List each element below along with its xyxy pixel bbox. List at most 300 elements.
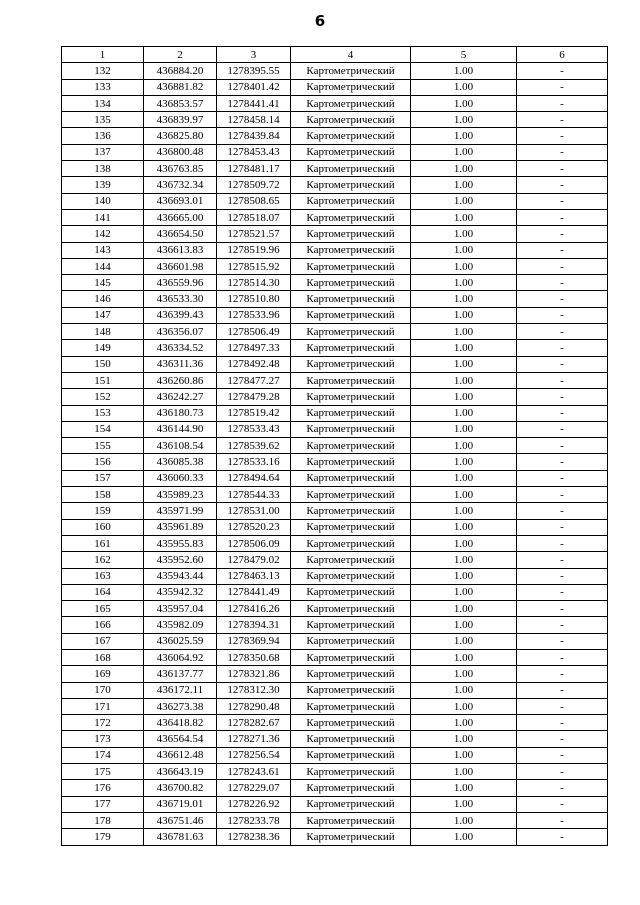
method-cell: Картометрический <box>291 275 411 291</box>
note-cell: - <box>517 340 608 356</box>
y-coordinate-cell: 1278479.28 <box>217 389 291 405</box>
y-coordinate-cell: 1278290.48 <box>217 698 291 714</box>
x-coordinate-cell: 436800.48 <box>144 144 217 160</box>
method-cell: Картометрический <box>291 519 411 535</box>
note-cell: - <box>517 307 608 323</box>
method-cell: Картометрический <box>291 128 411 144</box>
point-number-cell: 169 <box>62 666 144 682</box>
table-row <box>62 438 608 454</box>
table-row <box>62 242 608 258</box>
y-coordinate-cell: 1278531.00 <box>217 503 291 519</box>
note-cell: - <box>517 503 608 519</box>
y-coordinate-cell: 1278479.02 <box>217 552 291 568</box>
point-number-cell: 178 <box>62 812 144 828</box>
y-coordinate-cell: 1278439.84 <box>217 128 291 144</box>
accuracy-cell: 1.00 <box>411 324 517 340</box>
y-coordinate-cell: 1278492.48 <box>217 356 291 372</box>
y-coordinate-cell: 1278506.09 <box>217 535 291 551</box>
note-cell: - <box>517 568 608 584</box>
x-coordinate-cell: 436108.54 <box>144 438 217 454</box>
x-coordinate-cell: 436060.33 <box>144 470 217 486</box>
table-row <box>62 405 608 421</box>
x-coordinate-cell: 436025.59 <box>144 633 217 649</box>
column-header: 2 <box>144 47 217 63</box>
table-row <box>62 161 608 177</box>
method-cell: Картометрический <box>291 63 411 79</box>
x-coordinate-cell: 435942.32 <box>144 584 217 600</box>
accuracy-cell: 1.00 <box>411 666 517 682</box>
x-coordinate-cell: 436643.19 <box>144 764 217 780</box>
point-number-cell: 147 <box>62 307 144 323</box>
method-cell: Картометрический <box>291 666 411 682</box>
method-cell: Картометрический <box>291 829 411 845</box>
accuracy-cell: 1.00 <box>411 552 517 568</box>
y-coordinate-cell: 1278544.33 <box>217 487 291 503</box>
y-coordinate-cell: 1278518.07 <box>217 209 291 225</box>
table-row <box>62 601 608 617</box>
table-row <box>62 112 608 128</box>
method-cell: Картометрический <box>291 389 411 405</box>
point-number-cell: 136 <box>62 128 144 144</box>
point-number-cell: 153 <box>62 405 144 421</box>
x-coordinate-cell: 436085.38 <box>144 454 217 470</box>
point-number-cell: 162 <box>62 552 144 568</box>
method-cell: Картометрический <box>291 552 411 568</box>
note-cell: - <box>517 112 608 128</box>
method-cell: Картометрический <box>291 324 411 340</box>
table-row <box>62 519 608 535</box>
method-cell: Картометрический <box>291 307 411 323</box>
accuracy-cell: 1.00 <box>411 258 517 274</box>
note-cell: - <box>517 275 608 291</box>
accuracy-cell: 1.00 <box>411 389 517 405</box>
y-coordinate-cell: 1278519.96 <box>217 242 291 258</box>
accuracy-cell: 1.00 <box>411 682 517 698</box>
method-cell: Картометрический <box>291 780 411 796</box>
table-row <box>62 226 608 242</box>
x-coordinate-cell: 435957.04 <box>144 601 217 617</box>
accuracy-cell: 1.00 <box>411 340 517 356</box>
x-coordinate-cell: 436781.63 <box>144 829 217 845</box>
table-row <box>62 177 608 193</box>
point-number-cell: 150 <box>62 356 144 372</box>
x-coordinate-cell: 436144.90 <box>144 421 217 437</box>
y-coordinate-cell: 1278510.80 <box>217 291 291 307</box>
y-coordinate-cell: 1278453.43 <box>217 144 291 160</box>
note-cell: - <box>517 242 608 258</box>
table-row <box>62 812 608 828</box>
note-cell: - <box>517 747 608 763</box>
method-cell: Картометрический <box>291 291 411 307</box>
point-number-cell: 159 <box>62 503 144 519</box>
note-cell: - <box>517 421 608 437</box>
table-row <box>62 731 608 747</box>
method-cell: Картометрический <box>291 405 411 421</box>
point-number-cell: 139 <box>62 177 144 193</box>
y-coordinate-cell: 1278226.92 <box>217 796 291 812</box>
x-coordinate-cell: 436064.92 <box>144 649 217 665</box>
y-coordinate-cell: 1278533.96 <box>217 307 291 323</box>
column-header: 6 <box>517 47 608 63</box>
accuracy-cell: 1.00 <box>411 307 517 323</box>
x-coordinate-cell: 436533.30 <box>144 291 217 307</box>
point-number-cell: 144 <box>62 258 144 274</box>
point-number-cell: 137 <box>62 144 144 160</box>
table-row <box>62 796 608 812</box>
method-cell: Картометрический <box>291 747 411 763</box>
point-number-cell: 174 <box>62 747 144 763</box>
y-coordinate-cell: 1278463.13 <box>217 568 291 584</box>
table-row <box>62 324 608 340</box>
table-row <box>62 275 608 291</box>
accuracy-cell: 1.00 <box>411 242 517 258</box>
point-number-cell: 160 <box>62 519 144 535</box>
y-coordinate-cell: 1278282.67 <box>217 715 291 731</box>
method-cell: Картометрический <box>291 584 411 600</box>
y-coordinate-cell: 1278519.42 <box>217 405 291 421</box>
x-coordinate-cell: 436418.82 <box>144 715 217 731</box>
point-number-cell: 165 <box>62 601 144 617</box>
method-cell: Картометрический <box>291 470 411 486</box>
point-number-cell: 175 <box>62 764 144 780</box>
method-cell: Картометрический <box>291 633 411 649</box>
table-row <box>62 829 608 845</box>
x-coordinate-cell: 436665.00 <box>144 209 217 225</box>
x-coordinate-cell: 436559.96 <box>144 275 217 291</box>
note-cell: - <box>517 128 608 144</box>
point-number-cell: 158 <box>62 487 144 503</box>
point-number-cell: 132 <box>62 63 144 79</box>
point-number-cell: 170 <box>62 682 144 698</box>
accuracy-cell: 1.00 <box>411 796 517 812</box>
accuracy-cell: 1.00 <box>411 275 517 291</box>
x-coordinate-cell: 436613.83 <box>144 242 217 258</box>
method-cell: Картометрический <box>291 242 411 258</box>
y-coordinate-cell: 1278229.07 <box>217 780 291 796</box>
column-header: 3 <box>217 47 291 63</box>
point-number-cell: 154 <box>62 421 144 437</box>
table-row <box>62 209 608 225</box>
method-cell: Картометрический <box>291 209 411 225</box>
note-cell: - <box>517 617 608 633</box>
note-cell: - <box>517 552 608 568</box>
y-coordinate-cell: 1278271.36 <box>217 731 291 747</box>
accuracy-cell: 1.00 <box>411 747 517 763</box>
accuracy-cell: 1.00 <box>411 617 517 633</box>
note-cell: - <box>517 731 608 747</box>
x-coordinate-cell: 436881.82 <box>144 79 217 95</box>
note-cell: - <box>517 356 608 372</box>
method-cell: Картометрический <box>291 226 411 242</box>
note-cell: - <box>517 79 608 95</box>
note-cell: - <box>517 764 608 780</box>
method-cell: Картометрический <box>291 503 411 519</box>
point-number-cell: 141 <box>62 209 144 225</box>
accuracy-cell: 1.00 <box>411 95 517 111</box>
method-cell: Картометрический <box>291 812 411 828</box>
method-cell: Картометрический <box>291 649 411 665</box>
accuracy-cell: 1.00 <box>411 79 517 95</box>
table-row <box>62 258 608 274</box>
method-cell: Картометрический <box>291 177 411 193</box>
method-cell: Картометрический <box>291 421 411 437</box>
method-cell: Картометрический <box>291 144 411 160</box>
table-row <box>62 291 608 307</box>
column-header: 5 <box>411 47 517 63</box>
method-cell: Картометрический <box>291 731 411 747</box>
accuracy-cell: 1.00 <box>411 226 517 242</box>
note-cell: - <box>517 812 608 828</box>
table-row <box>62 535 608 551</box>
y-coordinate-cell: 1278506.49 <box>217 324 291 340</box>
y-coordinate-cell: 1278497.33 <box>217 340 291 356</box>
accuracy-cell: 1.00 <box>411 421 517 437</box>
x-coordinate-cell: 435982.09 <box>144 617 217 633</box>
y-coordinate-cell: 1278441.49 <box>217 584 291 600</box>
accuracy-cell: 1.00 <box>411 193 517 209</box>
method-cell: Картометрический <box>291 112 411 128</box>
x-coordinate-cell: 436172.11 <box>144 682 217 698</box>
method-cell: Картометрический <box>291 95 411 111</box>
note-cell: - <box>517 535 608 551</box>
accuracy-cell: 1.00 <box>411 438 517 454</box>
note-cell: - <box>517 649 608 665</box>
note-cell: - <box>517 470 608 486</box>
x-coordinate-cell: 436137.77 <box>144 666 217 682</box>
table-row <box>62 682 608 698</box>
point-number-cell: 168 <box>62 649 144 665</box>
accuracy-cell: 1.00 <box>411 731 517 747</box>
point-number-cell: 145 <box>62 275 144 291</box>
method-cell: Картометрический <box>291 535 411 551</box>
table-row <box>62 633 608 649</box>
point-number-cell: 148 <box>62 324 144 340</box>
table-row <box>62 95 608 111</box>
x-coordinate-cell: 436260.86 <box>144 372 217 388</box>
accuracy-cell: 1.00 <box>411 487 517 503</box>
table-row <box>62 649 608 665</box>
y-coordinate-cell: 1278416.26 <box>217 601 291 617</box>
x-coordinate-cell: 435971.99 <box>144 503 217 519</box>
accuracy-cell: 1.00 <box>411 584 517 600</box>
note-cell: - <box>517 63 608 79</box>
note-cell: - <box>517 95 608 111</box>
accuracy-cell: 1.00 <box>411 372 517 388</box>
y-coordinate-cell: 1278514.30 <box>217 275 291 291</box>
point-number-cell: 166 <box>62 617 144 633</box>
table-body <box>62 63 608 845</box>
x-coordinate-cell: 436839.97 <box>144 112 217 128</box>
method-cell: Картометрический <box>291 617 411 633</box>
note-cell: - <box>517 226 608 242</box>
note-cell: - <box>517 601 608 617</box>
point-number-cell: 167 <box>62 633 144 649</box>
point-number-cell: 146 <box>62 291 144 307</box>
x-coordinate-cell: 436693.01 <box>144 193 217 209</box>
method-cell: Картометрический <box>291 340 411 356</box>
accuracy-cell: 1.00 <box>411 291 517 307</box>
accuracy-cell: 1.00 <box>411 161 517 177</box>
y-coordinate-cell: 1278312.30 <box>217 682 291 698</box>
table-row <box>62 356 608 372</box>
x-coordinate-cell: 436311.36 <box>144 356 217 372</box>
note-cell: - <box>517 682 608 698</box>
table-row <box>62 307 608 323</box>
y-coordinate-cell: 1278520.23 <box>217 519 291 535</box>
x-coordinate-cell: 436884.20 <box>144 63 217 79</box>
method-cell: Картометрический <box>291 356 411 372</box>
x-coordinate-cell: 435943.44 <box>144 568 217 584</box>
x-coordinate-cell: 436334.52 <box>144 340 217 356</box>
point-number-cell: 135 <box>62 112 144 128</box>
point-number-cell: 133 <box>62 79 144 95</box>
point-number-cell: 151 <box>62 372 144 388</box>
table-row <box>62 715 608 731</box>
x-coordinate-cell: 436853.57 <box>144 95 217 111</box>
x-coordinate-cell: 435952.60 <box>144 552 217 568</box>
accuracy-cell: 1.00 <box>411 209 517 225</box>
y-coordinate-cell: 1278321.86 <box>217 666 291 682</box>
y-coordinate-cell: 1278256.54 <box>217 747 291 763</box>
accuracy-cell: 1.00 <box>411 829 517 845</box>
method-cell: Картометрический <box>291 161 411 177</box>
x-coordinate-cell: 436719.01 <box>144 796 217 812</box>
accuracy-cell: 1.00 <box>411 470 517 486</box>
x-coordinate-cell: 436180.73 <box>144 405 217 421</box>
y-coordinate-cell: 1278458.14 <box>217 112 291 128</box>
table-row <box>62 340 608 356</box>
method-cell: Картометрический <box>291 193 411 209</box>
point-number-cell: 179 <box>62 829 144 845</box>
y-coordinate-cell: 1278508.65 <box>217 193 291 209</box>
table-row <box>62 764 608 780</box>
x-coordinate-cell: 436751.46 <box>144 812 217 828</box>
column-header: 4 <box>291 47 411 63</box>
table-row <box>62 698 608 714</box>
table-row <box>62 79 608 95</box>
y-coordinate-cell: 1278441.41 <box>217 95 291 111</box>
x-coordinate-cell: 435955.83 <box>144 535 217 551</box>
table-row <box>62 503 608 519</box>
x-coordinate-cell: 436601.98 <box>144 258 217 274</box>
page-number: 6 <box>314 12 326 30</box>
x-coordinate-cell: 436654.50 <box>144 226 217 242</box>
method-cell: Картометрический <box>291 682 411 698</box>
note-cell: - <box>517 324 608 340</box>
y-coordinate-cell: 1278521.57 <box>217 226 291 242</box>
x-coordinate-cell: 436732.34 <box>144 177 217 193</box>
point-number-cell: 138 <box>62 161 144 177</box>
y-coordinate-cell: 1278401.42 <box>217 79 291 95</box>
note-cell: - <box>517 715 608 731</box>
x-coordinate-cell: 436825.80 <box>144 128 217 144</box>
point-number-cell: 152 <box>62 389 144 405</box>
table-row <box>62 584 608 600</box>
table-row <box>62 372 608 388</box>
y-coordinate-cell: 1278477.27 <box>217 372 291 388</box>
table-row <box>62 144 608 160</box>
accuracy-cell: 1.00 <box>411 519 517 535</box>
note-cell: - <box>517 177 608 193</box>
table-row <box>62 63 608 79</box>
note-cell: - <box>517 829 608 845</box>
accuracy-cell: 1.00 <box>411 454 517 470</box>
y-coordinate-cell: 1278243.61 <box>217 764 291 780</box>
point-number-cell: 164 <box>62 584 144 600</box>
table-row <box>62 487 608 503</box>
point-number-cell: 176 <box>62 780 144 796</box>
x-coordinate-cell: 436399.43 <box>144 307 217 323</box>
table-row <box>62 552 608 568</box>
y-coordinate-cell: 1278395.55 <box>217 63 291 79</box>
table-row <box>62 421 608 437</box>
y-coordinate-cell: 1278494.64 <box>217 470 291 486</box>
point-number-cell: 171 <box>62 698 144 714</box>
y-coordinate-cell: 1278539.62 <box>217 438 291 454</box>
table-row <box>62 666 608 682</box>
point-number-cell: 142 <box>62 226 144 242</box>
note-cell: - <box>517 389 608 405</box>
accuracy-cell: 1.00 <box>411 177 517 193</box>
y-coordinate-cell: 1278481.17 <box>217 161 291 177</box>
table-row <box>62 747 608 763</box>
table-row <box>62 568 608 584</box>
accuracy-cell: 1.00 <box>411 405 517 421</box>
note-cell: - <box>517 633 608 649</box>
note-cell: - <box>517 161 608 177</box>
column-header: 1 <box>62 47 144 63</box>
note-cell: - <box>517 584 608 600</box>
table-row <box>62 470 608 486</box>
x-coordinate-cell: 436564.54 <box>144 731 217 747</box>
table-row <box>62 780 608 796</box>
table-row <box>62 389 608 405</box>
x-coordinate-cell: 436700.82 <box>144 780 217 796</box>
x-coordinate-cell: 436273.38 <box>144 698 217 714</box>
y-coordinate-cell: 1278533.16 <box>217 454 291 470</box>
x-coordinate-cell: 436356.07 <box>144 324 217 340</box>
y-coordinate-cell: 1278533.43 <box>217 421 291 437</box>
table-row <box>62 454 608 470</box>
method-cell: Картометрический <box>291 601 411 617</box>
table-row <box>62 128 608 144</box>
method-cell: Картометрический <box>291 487 411 503</box>
point-number-cell: 161 <box>62 535 144 551</box>
x-coordinate-cell: 436612.48 <box>144 747 217 763</box>
method-cell: Картометрический <box>291 438 411 454</box>
x-coordinate-cell: 435989.23 <box>144 487 217 503</box>
point-number-cell: 155 <box>62 438 144 454</box>
table-header-row <box>62 47 608 63</box>
accuracy-cell: 1.00 <box>411 356 517 372</box>
accuracy-cell: 1.00 <box>411 715 517 731</box>
y-coordinate-cell: 1278509.72 <box>217 177 291 193</box>
accuracy-cell: 1.00 <box>411 144 517 160</box>
y-coordinate-cell: 1278238.36 <box>217 829 291 845</box>
table-row <box>62 193 608 209</box>
note-cell: - <box>517 698 608 714</box>
accuracy-cell: 1.00 <box>411 503 517 519</box>
accuracy-cell: 1.00 <box>411 812 517 828</box>
accuracy-cell: 1.00 <box>411 535 517 551</box>
method-cell: Картометрический <box>291 715 411 731</box>
point-number-cell: 149 <box>62 340 144 356</box>
note-cell: - <box>517 487 608 503</box>
point-number-cell: 134 <box>62 95 144 111</box>
method-cell: Картометрический <box>291 372 411 388</box>
accuracy-cell: 1.00 <box>411 63 517 79</box>
y-coordinate-cell: 1278350.68 <box>217 649 291 665</box>
